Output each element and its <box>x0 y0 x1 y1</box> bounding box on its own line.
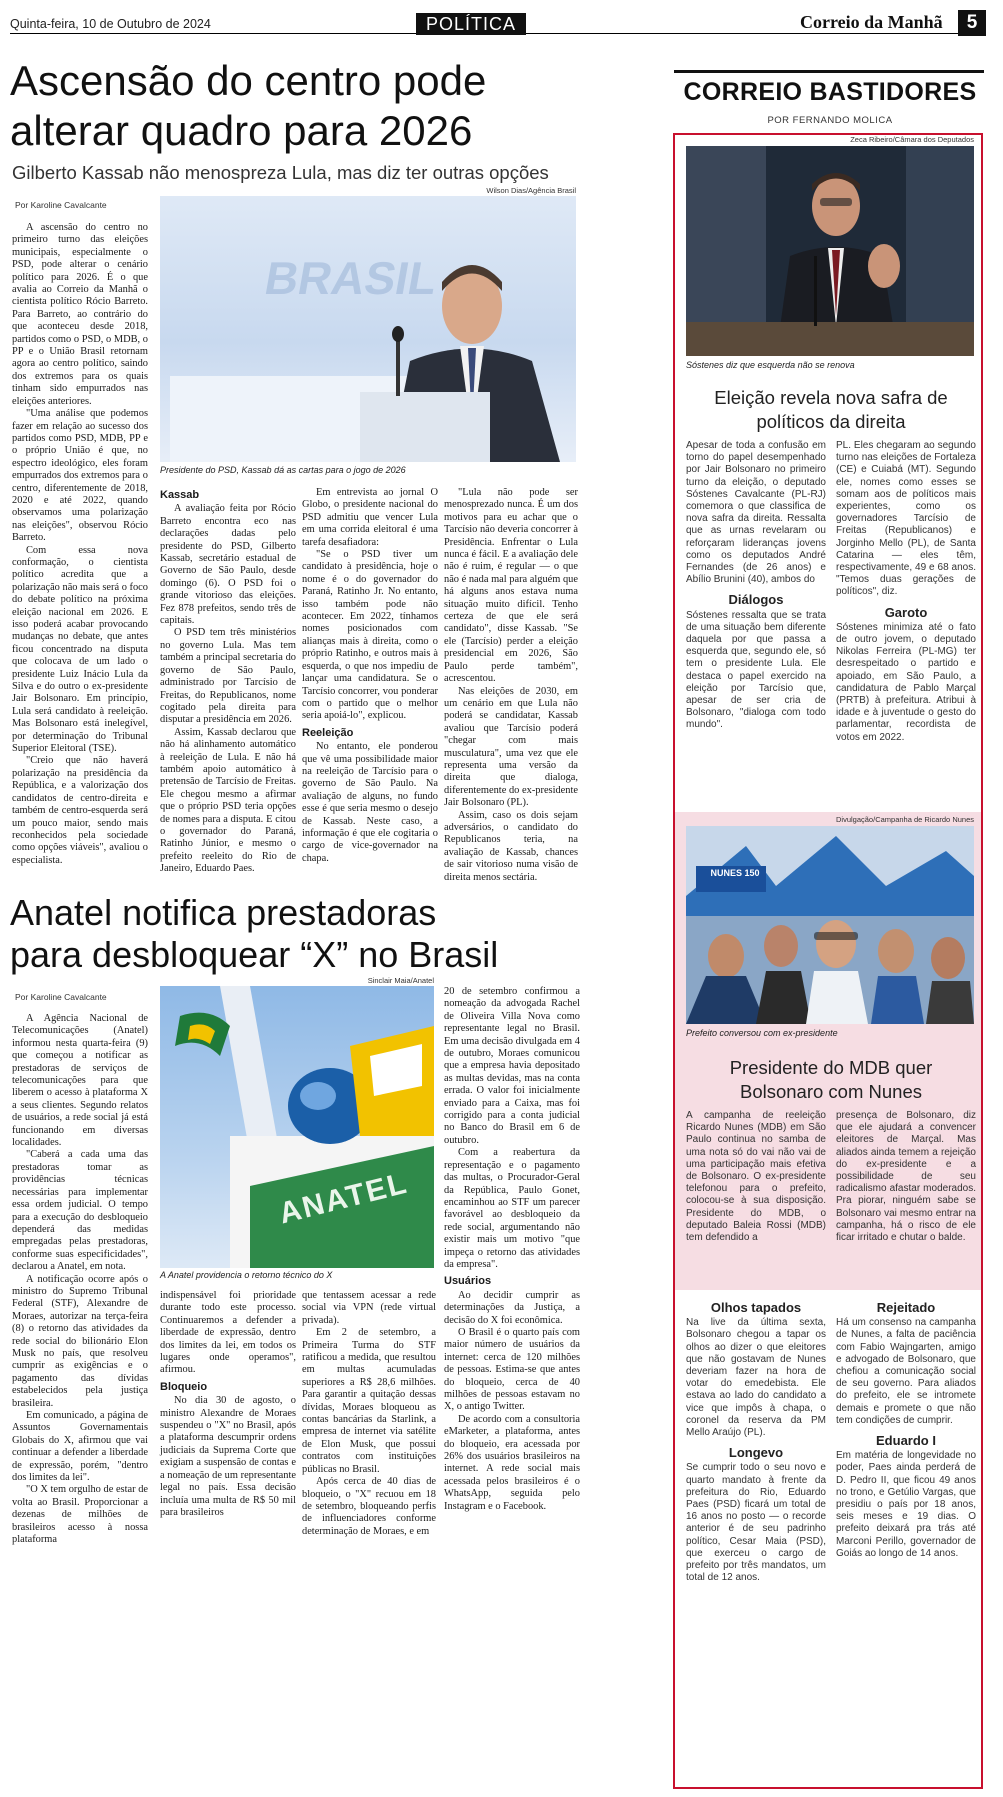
paragraph: A Agência Nacional de Telecomunicações (Anatel) informou nesta quarta-feira (9) que começou a notificar as prestadoras de serviços de telecomunicações para que liberem o acesso à plataforma X a seus clientes. Segundo relatos de usuários, a rede social já está funcionando em diversas localidades. <box>12 1013 148 1149</box>
paragraph: "Se o PSD tiver um candidato à presidência, hoje o nome é o do governador do Paraná, Ratinho Jr. No entanto, isso também pode não acontecer. Em 2022, tínhamos nomes posicionados com alianças mais à direita, como o próprio Ratinho, e outros mais à esquerda, o que nos impediu de lançar uma candidatura. Se o Tarcísio concorrer, vou ponderar com o partido que o melhor seria apoiá-lo", explicou. <box>302 549 438 722</box>
photo-kassab <box>160 196 576 462</box>
article1-column-1 <box>12 222 148 867</box>
paragraph: Apesar de toda a confusão em torno do papel desempenhado por Jair Bolsonaro no primeiro turno da eleição, o deputado Sóstenes Cavalcante (PL-RJ) comemora o que classifica de nova safra da direita. Ressalta que as urnas revelaram ou reforçaram lideranças jovens como os deputados André Fernandes (de 26 anos) e Abílio Brunini (40), ambos do <box>686 440 826 586</box>
subhead-kassab: Kassab <box>160 489 200 501</box>
headline-1-line-1: Ascensão do centro pode <box>10 57 487 104</box>
subhead-bloqueio: Bloqueio <box>160 1380 208 1393</box>
subhead-rejeitado: Rejeitado <box>876 1300 936 1315</box>
article2-column-1 <box>12 1013 148 1546</box>
paper-name: Correio da Manhã <box>800 12 943 32</box>
photo-anatel <box>160 986 434 1268</box>
paragraph: Com a reabertura da representação e o pagamento das multas, o Procurador-Geral da República, Paulo Gonet, encaminhou ao STF um parecer favorável ao desbloqueio da rede social, argumentando não existir mais um motivo "que impeça o retorno das atividades da empresa". <box>444 1147 580 1270</box>
photo-caption-2: A Anatel providencia o retorno técnico do X <box>160 1270 333 1280</box>
paragraph: Sóstenes minimiza até o fato de outro jovem, o deputado Nikolas Ferreira (PL-MG) ter desrespeitado o partido e apoiado, em São Paulo, a candidatura de Pablo Marçal (PRTB) à prefeitura. Atribui à idade e à juventude o gesto do parlamentar, recordista de votos em 2022. <box>836 621 976 743</box>
byline-1: Por Karoline Cavalcante <box>15 200 107 210</box>
sidebar-story1-left <box>686 440 826 732</box>
sidebar-photo1-caption: Sóstenes diz que esquerda não se renova <box>686 360 855 370</box>
paragraph: A avaliação feita por Rócio Barreto encontra eco nas declarações dadas pelo presidente do PSD, Gilberto Kassab, secretário estadual de Governo de São Paulo, desde domingo (6). O PSD foi o grande vitorioso das eleições. Fez 878 prefeitos, sendo três de capitais. <box>160 503 296 627</box>
page-number: 5 <box>958 10 986 36</box>
sidebar-title: CORREIO BASTIDORES <box>683 78 977 106</box>
paragraph: "Uma análise que podemos fazer em relação ao sucesso dos partidos como PSD, MDB, PP e o próprio União é que, no espectro ideológico, eles foram empurrados dos extremos para o centro, diferentemente de 2018, 2020 e até 2022, quando observamos uma polarização nas eleições", observou Rócio Barreto. <box>12 408 148 544</box>
headline-2-line-2: para desbloquear “X” no Brasil <box>10 934 499 975</box>
paragraph: presença de Bolsonaro, diz que ele ajudará a convencer eleitores de Marçal. Mas aliados ainda temem a rejeição do ex-presidente e a possibilidade de seu radicalismo afastar moderados. Pra piorar, ninguém sabe se Bolsonaro vai mesmo entrar na campanha, há o risco de ele ficar irritado e chutar o balde. <box>836 1110 976 1244</box>
photo-nunes <box>686 826 974 1024</box>
sidebar-top-rule <box>674 70 984 73</box>
sidebar-story1-right <box>836 440 976 744</box>
subhead-eduardo: Eduardo I <box>876 1433 936 1449</box>
paragraph: PL. Eles chegaram ao segundo turno nas eleições de Fortaleza (CE) e Cuiabá (MT). Segundo ele, nomes como esses se somam aos de políticos mais experientes, como os governadores Tarcísio de Freitas (Republicanos) e Jorginho Mello (PL), de Santa Catarina — eles têm, respectivamente, 49 e 68 anos. "Temos duas gerações de políticos", diz. <box>836 440 976 598</box>
article1-column-2 <box>160 485 296 876</box>
subhead-longevo: Longevo <box>728 1445 784 1461</box>
anatel-logo-text: ANATEL <box>275 1166 412 1231</box>
article2-column-3 <box>302 1290 436 1538</box>
sidebar-photo2-credit: Divulgação/Campanha de Ricardo Nunes <box>836 815 974 824</box>
paragraph: que tentassem acessar a rede social via VPN (rede virtual privada). <box>302 1290 436 1326</box>
sidebar-story2-title: Presidente do MDB quer Bolsonaro com Nunes <box>729 1057 933 1102</box>
subheadline-1: Gilberto Kassab não menospreza Lula, mas diz ter outras opções <box>12 162 549 183</box>
paragraph: Em comunicado, a página de Assuntos Governamentais Globais do X, afirmou que vai continuar a defender a liberdade de expressão, porém, "dentro dos limites da lei". <box>12 1410 148 1484</box>
paragraph: Na live da última sexta, Bolsonaro chegou a tapar os olhos ao dizer o que eleitores que não gostavam de Nunes deveriam fazer na hora de votar do emedebista. Ele estava ao lado do candidato a vice que impôs à chapa, o coronel da reserva da PM Mello Araújo (PL). <box>686 1317 826 1439</box>
paragraph: Com essa nova conformação, o cientista político acredita que a polarização não mais será o foco do debate político na próxima eleição nacional em 2026. E isso poderá acabar provocando mudanças no debate, que antes ficou concentrado na disputa que colocava de um lado o presidente Luiz Inácio Lula da Silva e do outro o ex-presidente Jair Bolsonaro. Em princípio, Lula será candidato à reeleição. Mas Bolsonaro está inelegível, por determinação do Tribunal Superior Eleitoral (TSE). <box>12 544 148 755</box>
sidebar-photo1-credit: Zeca Ribeiro/Câmara dos Deputados <box>850 135 974 144</box>
paragraph: Ao decidir cumprir as determinações da Justiça, a decisão do X foi econômica. <box>444 1289 580 1326</box>
header-date: Quinta-feira, 10 de Outubro de 2024 <box>10 17 211 31</box>
paragraph: Após cerca de 40 dias de bloqueio, o "X" recuou em 18 de setembro, bloqueando perfis de influenciadores conforme determinação de Moraes, e em <box>302 1476 436 1537</box>
paragraph: Sóstenes ressalta que se trata de uma situação bem diferente daquela por que passa a esquerda que, segundo ele, só tem o presidente Lula. Ele destaca o papel exercido na eleição por Tarcísio que, apesar de ser cria de Bolsonaro, "dialoga com todo mundo". <box>686 609 826 731</box>
headline-2-line-1: Anatel notifica prestadoras <box>10 892 437 933</box>
paragraph: A ascensão do centro no primeiro turno das eleições municipais, especialmente o PSD, pode alterar o cenário político para 2026. É o que avalia ao Correio da Manhã o cientista político Rócio Barreto. Para Barreto, ao contrário do que aconteceu desde 2018, partidos como o PSD, o MDB, o PP e o União Brasil retornam agora ao centro político, saindo dos extremos para os quais tinham sido empurrados nas eleições anteriores. <box>12 222 148 407</box>
article2-column-2 <box>160 1290 296 1519</box>
photo-sostenes <box>686 146 974 356</box>
paragraph: Assim, Kassab declarou que não há alinhamento automático à reeleição de Lula. E não há também apoio automático à pretensão de Tarcísio de Freitas. Ele chegou mesmo a afirmar que o próprio PSD teria opções de nomes para a disputa. E citou o governador do Paraná, Ratinho Júnior, e mesmo o prefeito reeleito do Rio de Janeiro, Eduardo Paes. <box>160 726 296 875</box>
paragraph: A campanha de reeleição Ricardo Nunes (MDB) em São Paulo continua no samba de uma nota só do vai não vai de uma participação mais efetiva de Bolsonaro. O ex-presidente telefonou para o prefeito, colocou-se à sua disposição. Presidente do MDB, o deputado Baleia Rossi (MDB) tem defendido a <box>686 1110 826 1244</box>
sidebar-photo2-caption: Prefeito conversou com ex-presidente <box>686 1028 838 1038</box>
headline-1 <box>10 56 580 156</box>
subhead-dialogos: Diálogos <box>728 592 784 608</box>
paragraph: Nas eleições de 2030, em um cenário em que Lula não poderá se candidatar, Kassab avaliou que Tarcísio poderá "chegar com mais musculatura", uma vez que ele representa uma versão da direita que dialoga, diferentemente do ex-presidente Jair Bolsonaro (PL). <box>444 685 578 809</box>
nunes-sign-text: NUNES 150 <box>710 868 760 878</box>
subhead-garoto: Garoto <box>884 604 928 620</box>
sidebar-story1-title: Eleição revela nova safra de políticos da direita <box>714 387 948 432</box>
paragraph: "Caberá a cada uma das prestadoras tomar as providências técnicas necessárias para implementar essa ordem judicial. O tempo para a execução do desbloqueio dependerá das medidas empregadas pelas prestadoras, conforme suas especificidades", declarou a Anatel, em nota. <box>12 1149 148 1273</box>
paragraph: Há um consenso na campanha de Nunes, a falta de paciência com Fabio Wajngarten, amigo e advogado de Bolsonaro, que chefiou a comunicação social de seu governo. Para aliados do prefeito, ele se intromete demais e promete o que não tem condições de cumprir. <box>836 1317 976 1426</box>
paragraph: "O X tem orgulho de estar de volta ao Brasil. Proporcionar a dezenas de milhões de brasileiros acesso à nossa plataforma <box>12 1484 148 1546</box>
kassab-illustration <box>160 196 576 462</box>
paragraph: A notificação ocorre após o ministro do Supremo Tribunal Federal (STF), Alexandre de Moraes, autorizar na terça-feira (8) o retorno das atividades da rede social do bilionário Elon Musk no país, que resolveu cumprir as exigências e o pagamento das dívidas estabelecidos pela justiça brasileira. <box>12 1273 148 1409</box>
paragraph: "Creio que não haverá polarização na presidência da República, e a valorização dos candidatos de centro-direita e também de centro-esquerda será um pouco maior, sendo mais reconhecidos pela sociedade como opções viáveis", avaliou o especialista. <box>12 755 148 866</box>
paragraph: Assim, caso os dois sejam adversários, o candidato do Republicanos teria, na avaliação de Kassab, chances de sair vitorioso numa visão de direita menos sectária. <box>444 809 578 883</box>
paragraph: indispensável foi prioridade durante todo este processo. Continuaremos a defender a liberdade de expressão, dentro dos limites da lei, em todos os lugares onde operamos", afirmou. <box>160 1290 296 1376</box>
paragraph: Em 2 de setembro, a Primeira Turma do STF ratificou a medida, que resultou em multas acumuladas superiores a R$ 28,6 milhões. Para garantir a quitação dessas dívidas, Moraes bloqueou as contas bancárias da Starlink, a empresa de internet via satélite de Elon Musk, que possui contratos com instituições públicas no Brasil. <box>302 1327 436 1475</box>
sostenes-illustration <box>686 146 974 356</box>
subhead-usuarios: Usuários <box>444 1275 492 1288</box>
subhead-olhos-tapados: Olhos tapados <box>710 1300 802 1315</box>
paragraph: No entanto, ele ponderou que vê uma possibilidade maior na reeleição de Tarcísio para o governo de São Paulo. Na avaliação de alguns, no fundo esse é que seria mesmo o desejo de Kassab. Neste caso, a informação é que ele cogitaria o cargo de vice-governador na chapa. <box>302 741 438 864</box>
article2-column-4 <box>444 986 580 1513</box>
sidebar-notes-right <box>836 1298 976 1560</box>
paragraph: Se cumprir todo o seu novo e quarto mandato à frente da prefeitura do Rio, Eduardo Paes (PSD) ficará um total de 16 anos no posto — o recorde anterior é de seu padrinho político, Cesar Maia (PSD), que exerceu o cargo de prefeito por três mandatos, um total de 12 anos. <box>686 1462 826 1584</box>
svg-text:BRASIL: BRASIL <box>260 252 442 304</box>
photo-credit-1: Wilson Dias/Agência Brasil <box>486 186 576 195</box>
nunes-illustration <box>686 826 974 1024</box>
paragraph: Em matéria de longevidade no poder, Paes ainda perderá de D. Pedro II, que ficou 49 anos no trono, e Getúlio Vargas, que presidiu o país por 18 anos, seis meses e 19 dias. O prefeito deixará pra trás até Marconi Perillo, governador de Goiás ao longo de 14 anos. <box>836 1450 976 1559</box>
paragraph: No dia 30 de agosto, o ministro Alexandre de Moraes suspendeu o "X" no Brasil, após a plataforma descumprir ordens judiciais da Suprema Corte que exigiam a suspensão de contas e a nomeação de um representante legal no país. Essa decisão incluía uma multa de R$ 50 mil para brasileiros <box>160 1395 296 1518</box>
byline-2: Por Karoline Cavalcante <box>15 992 107 1002</box>
paragraph: De acordo com a consultoria eMarketer, a plataforma, antes do bloqueio, era acessada por 26% dos usuários brasileiros na internet. A rede social mais acessada pelos brasileiros é o WhatsApp, seguida pelo Instagram e o Facebook. <box>444 1413 580 1512</box>
sidebar-author: POR FERNANDO MOLICA <box>767 115 893 126</box>
paragraph: O PSD tem três ministérios no governo Lula. Mas tem também a principal secretaria do governo de São Paulo, administrado por Tarcísio de Freitas, do Republicanos, nome cogitado pela direita para disputar a presidência em 2026. <box>160 627 296 726</box>
paragraph: Em entrevista ao jornal O Globo, o presidente nacional do PSD admitiu que vencer Lula em uma corrida eleitoral é uma tarefa desafiadora: <box>302 487 438 548</box>
section-tag: POLÍTICA <box>416 13 526 35</box>
photo-caption-1: Presidente do PSD, Kassab dá as cartas para o jogo de 2026 <box>160 465 406 475</box>
article1-column-3 <box>302 487 438 865</box>
headline-2 <box>10 892 585 976</box>
sidebar-story2-right <box>836 1110 976 1244</box>
sidebar-story2-left <box>686 1110 826 1244</box>
paragraph: "Lula não pode ser menosprezado nunca. É um dos motivos para eu achar que o Tarcísio não deveria concorrer à Presidência. Enfrentar o Lula nunca é fácil. E a avaliação dele não é ruim, é regular — o que não é nada mal para alguém que há alguns anos estava numa situação muito difícil. Tenho certeza de que ele será candidato", disse Kassab. "Se ele (Tarcísio) perder a eleição presidencial em 2026, São Paulo perde também", acrescentou. <box>444 487 578 685</box>
photo-credit-2: Sinclair Maia/Anatel <box>367 976 434 985</box>
article1-column-4 <box>444 487 578 884</box>
subhead-reeleicao: Reeleição <box>302 726 354 739</box>
sidebar-notes-left <box>686 1298 826 1584</box>
headline-1-line-2: alterar quadro para 2026 <box>10 107 473 154</box>
paragraph: 20 de setembro confirmou a nomeação da advogada Rachel de Oliveira Villa Nova como representante legal no Brasil. Em uma decisão divulgada em 4 de outubro, Moraes comunicou que a empresa havia depositado as multas devidas, mas na conta errada. O valor foi inicialmente enviado para a Caixa, mas foi corrigido para a conta judicial no Banco do Brasil em 6 de outubro. <box>444 986 580 1146</box>
paragraph: O Brasil é o quarto país com maior número de usuários da internet: cerca de 120 milhões de pessoas. Estima-se que antes do bloqueio, cerca de 40 milhões de pessoas estavam no X, o antigo Twitter. <box>444 1326 580 1413</box>
